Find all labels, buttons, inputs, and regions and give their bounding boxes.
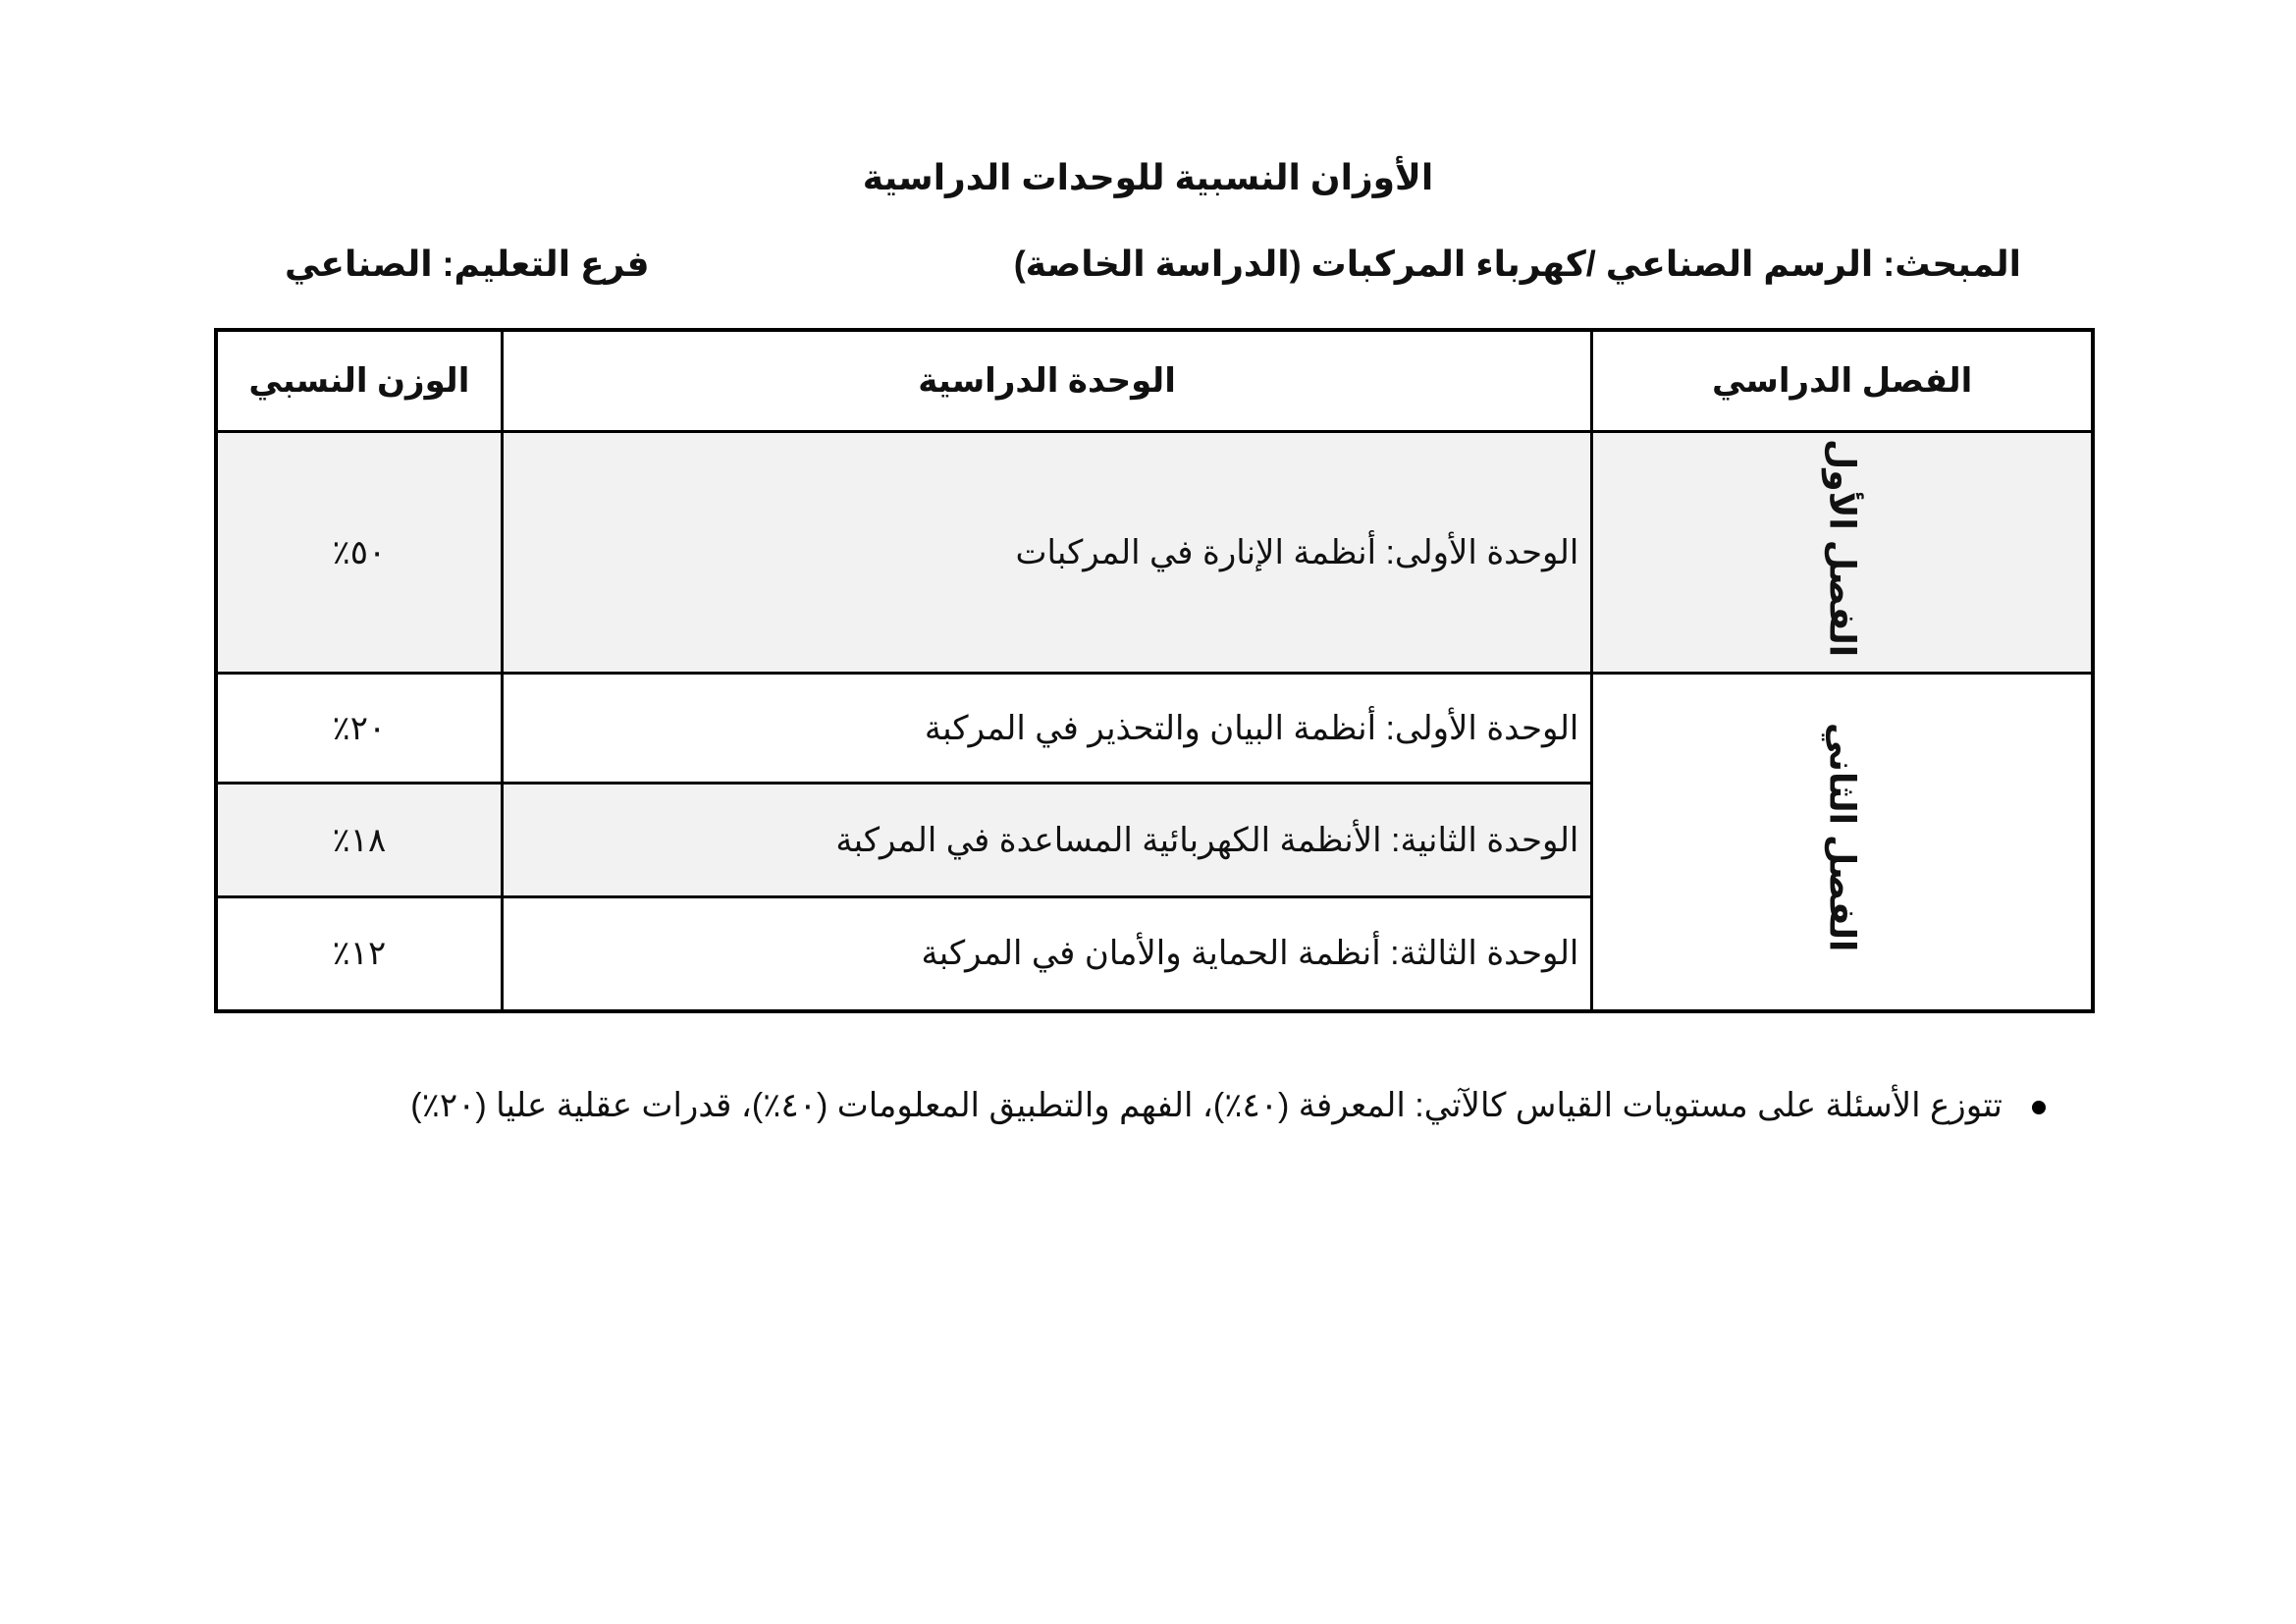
- weights-table: [214, 328, 2095, 1013]
- semester-cell-second: [1592, 674, 2093, 1011]
- distribution-note-text: تتوزع الأسئلة على مستويات القياس كالآتي: المعرفة (٤٠٪)، الفهم والتطبيق المعلومات (٤٠٪)، قدرات عقلية عليا (٢٠٪): [410, 1087, 2002, 1124]
- header-weight: الوزن النسبي: [216, 330, 502, 432]
- subject-label: المبحث: الرسم الصناعي /كهرباء المركبات (الدراسة الخاصة): [1013, 244, 2021, 284]
- page-title: الأوزان النسبية للوحدات الدراسية: [862, 157, 1434, 197]
- weight-cell: ١٨٪: [216, 784, 502, 897]
- semester-cell-first: [1592, 432, 2093, 674]
- unit-cell: الوحدة الأولى: أنظمة الإنارة في المركبات: [502, 432, 1592, 674]
- table-header-row: [216, 330, 2093, 432]
- branch-label: فرع التعليم: الصناعي: [285, 244, 650, 284]
- distribution-note: [410, 1086, 2046, 1125]
- table-row: [216, 432, 2093, 674]
- unit-cell: الوحدة الثانية: الأنظمة الكهربائية المساعدة في المركبة: [502, 784, 1592, 897]
- header-unit: الوحدة الدراسية: [502, 330, 1592, 432]
- unit-cell: الوحدة الثالثة: أنظمة الحماية والأمان في المركبة: [502, 897, 1592, 1011]
- semester-label-first: الفصل الأول: [1822, 438, 1863, 658]
- weight-cell: ١٢٪: [216, 897, 502, 1011]
- unit-cell: الوحدة الأولى: أنظمة البيان والتحذير في المركبة: [502, 674, 1592, 784]
- semester-label-second: الفصل الثاني: [1822, 723, 1863, 952]
- weight-cell: ٥٠٪: [216, 432, 502, 674]
- bullet-icon: [2032, 1101, 2046, 1114]
- header-semester: الفصل الدراسي: [1592, 330, 2093, 432]
- weight-cell: ٢٠٪: [216, 674, 502, 784]
- table-row: [216, 674, 2093, 784]
